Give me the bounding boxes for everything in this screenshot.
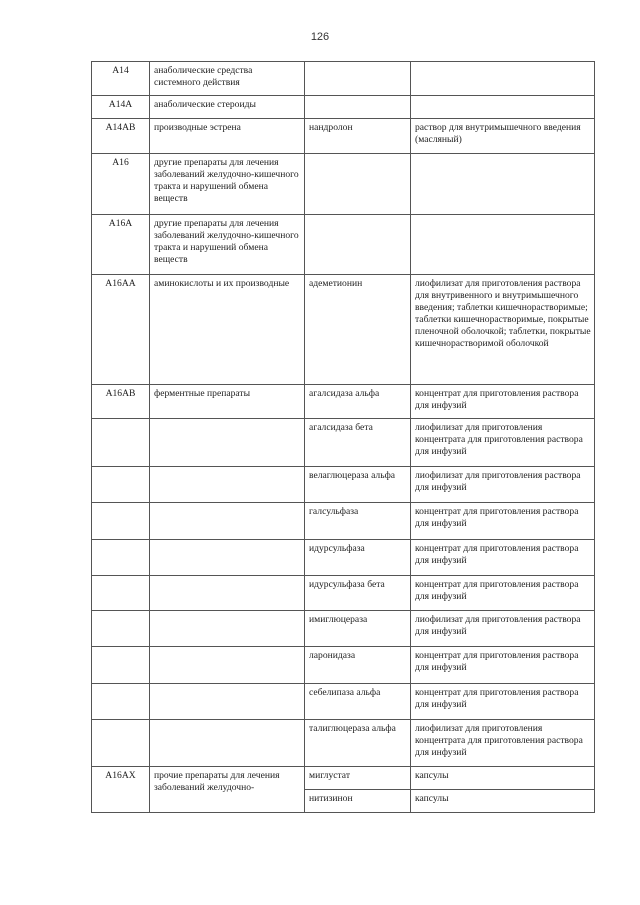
atc-code-cell: A14: [92, 62, 150, 96]
atc-code-cell: A16: [92, 154, 150, 215]
drug-name-cell: [305, 215, 411, 275]
atc-code-cell: [92, 467, 150, 503]
atc-code-cell: [92, 576, 150, 611]
drug-name-cell: миглустат: [305, 767, 411, 790]
table-row: [92, 419, 595, 467]
table-row: [92, 467, 595, 503]
drug-name-cell: идурсульфаза: [305, 540, 411, 576]
table-row: [92, 647, 595, 684]
drug-name-cell: [305, 96, 411, 119]
dosage-form-cell: [411, 62, 595, 96]
atc-code-cell: [92, 720, 150, 767]
table-row: [92, 154, 595, 215]
drug-name-cell: себелипаза альфа: [305, 684, 411, 720]
atc-group-cell: ферментные препараты: [150, 385, 305, 419]
atc-group-cell: [150, 720, 305, 767]
drug-name-cell: велаглюцераза альфа: [305, 467, 411, 503]
dosage-form-cell: раствор для внутримышечного введения (масляный): [411, 119, 595, 154]
atc-code-cell: A14AB: [92, 119, 150, 154]
atc-group-cell: [150, 647, 305, 684]
dosage-form-cell: [411, 154, 595, 215]
atc-code-cell: A14A: [92, 96, 150, 119]
atc-group-cell: аминокислоты и их производные: [150, 275, 305, 385]
dosage-form-cell: капсулы: [411, 767, 595, 790]
dosage-form-cell: лиофилизат для приготовления раствора для инфузий: [411, 467, 595, 503]
table-row: [92, 503, 595, 540]
drug-name-cell: агалсидаза бета: [305, 419, 411, 467]
dosage-form-cell: концентрат для приготовления раствора для инфузий: [411, 684, 595, 720]
atc-group-cell: [150, 576, 305, 611]
atc-group-cell: производные эстрена: [150, 119, 305, 154]
table-row: [92, 62, 595, 96]
table-row: [92, 275, 595, 385]
page-number: 126: [310, 31, 330, 43]
atc-group-cell: [150, 611, 305, 647]
atc-code-cell: [92, 684, 150, 720]
atc-group-cell: анаболические стероиды: [150, 96, 305, 119]
dosage-form-cell: концентрат для приготовления раствора для инфузий: [411, 647, 595, 684]
table-row: [92, 576, 595, 611]
atc-code-cell: [92, 419, 150, 467]
drug-name-cell: галсульфаза: [305, 503, 411, 540]
dosage-form-cell: лиофилизат для приготовления концентрата для приготовления раствора для инфузий: [411, 419, 595, 467]
dosage-form-cell: концентрат для приготовления раствора для инфузий: [411, 503, 595, 540]
dosage-form-cell: капсулы: [411, 790, 595, 813]
table-row: [92, 540, 595, 576]
drug-name-cell: имиглюцераза: [305, 611, 411, 647]
atc-code-cell: A16AA: [92, 275, 150, 385]
drug-name-cell: агалсидаза альфа: [305, 385, 411, 419]
drug-name-cell: идурсульфаза бета: [305, 576, 411, 611]
drug-name-cell: [305, 62, 411, 96]
table-row: [92, 385, 595, 419]
atc-code-cell: [92, 503, 150, 540]
dosage-form-cell: лиофилизат для приготовления концентрата для приготовления раствора для инфузий: [411, 720, 595, 767]
dosage-form-cell: [411, 215, 595, 275]
dosage-form-cell: концентрат для приготовления раствора для инфузий: [411, 540, 595, 576]
atc-group-cell: [150, 503, 305, 540]
atc-group-cell: [150, 419, 305, 467]
atc-code-cell: [92, 540, 150, 576]
dosage-form-cell: концентрат для приготовления раствора для инфузий: [411, 576, 595, 611]
atc-group-cell: прочие препараты для лечения заболеваний желудочно-: [150, 767, 305, 813]
atc-code-cell: [92, 611, 150, 647]
drug-name-cell: нандролон: [305, 119, 411, 154]
atc-code-cell: [92, 647, 150, 684]
atc-group-cell: анаболические средства системного действия: [150, 62, 305, 96]
drug-name-cell: [305, 154, 411, 215]
table-row: [92, 215, 595, 275]
drug-name-cell: талиглюцераза альфа: [305, 720, 411, 767]
drug-name-cell: ларонидаза: [305, 647, 411, 684]
table-body: [92, 62, 595, 813]
atc-group-cell: [150, 684, 305, 720]
atc-group-cell: другие препараты для лечения заболеваний желудочно-кишечного тракта и нарушений обмена веществ: [150, 154, 305, 215]
dosage-form-cell: концентрат для приготовления раствора для инфузий: [411, 385, 595, 419]
atc-group-cell: [150, 540, 305, 576]
atc-group-cell: другие препараты для лечения заболеваний желудочно-кишечного тракта и нарушений обмена веществ: [150, 215, 305, 275]
atc-code-cell: A16A: [92, 215, 150, 275]
atc-code-cell: A16AX: [92, 767, 150, 813]
table-row: [92, 720, 595, 767]
drug-table: [91, 61, 595, 813]
drug-name-cell: адеметионин: [305, 275, 411, 385]
dosage-form-cell: лиофилизат для приготовления раствора для инфузий: [411, 611, 595, 647]
table-row: [92, 96, 595, 119]
table-row: [92, 767, 595, 790]
dosage-form-cell: лиофилизат для приготовления раствора для внутривенного и внутримышечного введения; таблетки кишечнорастворимые; таблетки кишечнорастворимые, покрытые пленочной оболочкой; таблетки, покрытые кишечнорастворимой оболочкой: [411, 275, 595, 385]
table-row: [92, 611, 595, 647]
atc-group-cell: [150, 467, 305, 503]
table-row: [92, 119, 595, 154]
atc-code-cell: A16AB: [92, 385, 150, 419]
dosage-form-cell: [411, 96, 595, 119]
drug-name-cell: нитизинон: [305, 790, 411, 813]
table-row: [92, 684, 595, 720]
